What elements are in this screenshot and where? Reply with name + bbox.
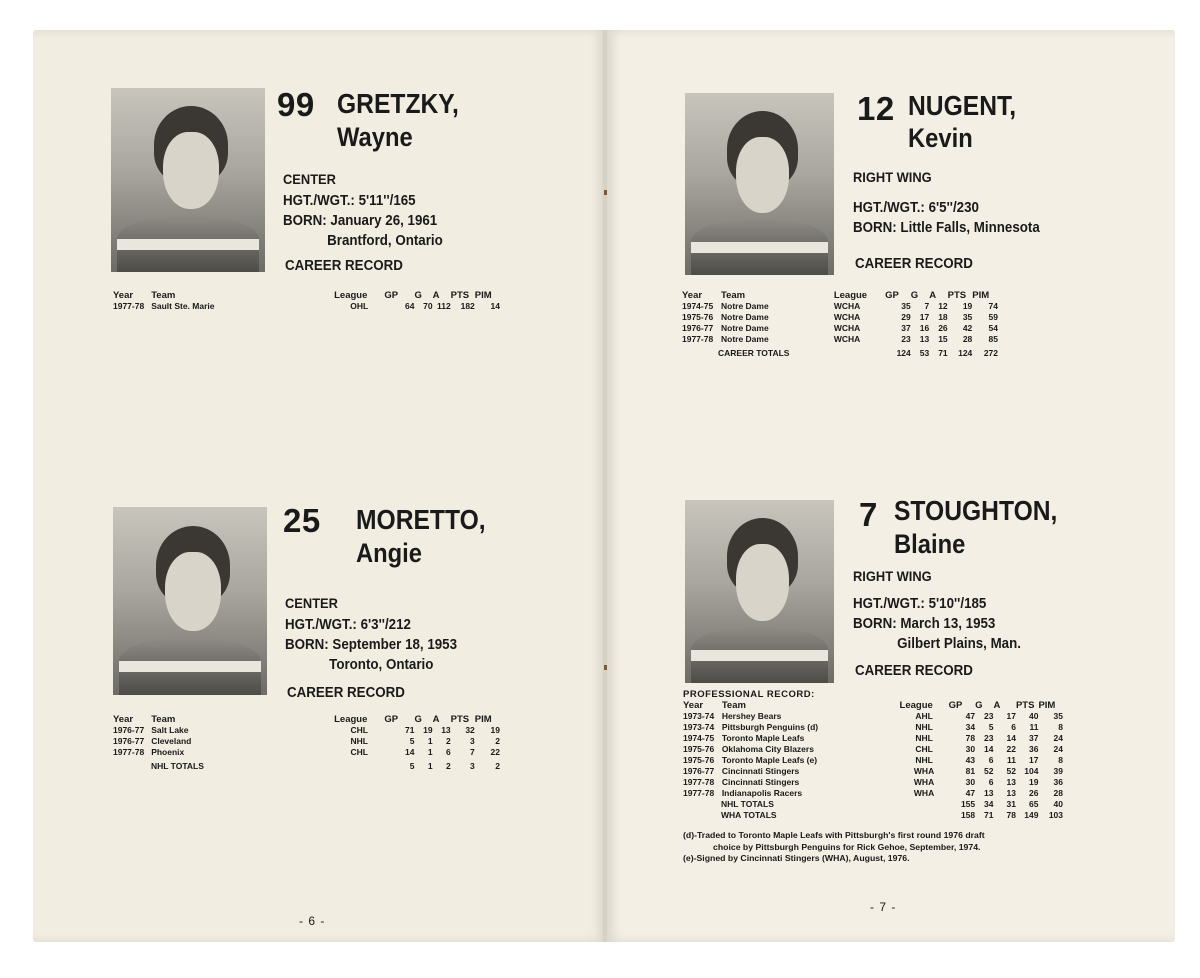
row-team: Notre Dame	[720, 323, 769, 333]
row-team: Oklahoma City Blazers	[721, 744, 814, 754]
row-a: 22	[1006, 744, 1016, 754]
row-gp: 5	[409, 736, 415, 746]
born: BORN: September 18, 1953	[285, 637, 458, 653]
table-row	[682, 323, 998, 334]
row-pts: 40	[1028, 711, 1039, 721]
player-photo-nugent	[685, 93, 834, 275]
row-a: 14	[1006, 733, 1016, 743]
row-pim: 14	[490, 301, 500, 311]
row-team: Notre Dame	[720, 334, 769, 344]
row-pts: 3	[470, 736, 475, 746]
row-pts: 37	[1028, 733, 1039, 743]
total-gp: 158	[960, 810, 976, 820]
total-a: 78	[1006, 810, 1016, 820]
row-gp: 47	[965, 711, 976, 721]
table-row	[683, 777, 1063, 788]
row-year: 1977-78	[113, 301, 145, 311]
total-gp: 5	[409, 760, 415, 771]
row-pim: 24	[1053, 744, 1063, 754]
row-gp: 14	[405, 747, 415, 757]
table-row	[683, 766, 1063, 777]
table-row-total	[683, 799, 1063, 810]
row-pts: 7	[470, 747, 475, 757]
row-year: 1973-74	[683, 722, 715, 732]
total-a: 71	[938, 348, 948, 358]
row-year: 1977-78	[683, 788, 715, 798]
total-gp: 124	[896, 348, 911, 358]
total-label: NHL TOTALS	[721, 799, 774, 809]
total-pts: 3	[470, 760, 475, 771]
col-a: A	[432, 714, 440, 725]
table-row-total	[113, 758, 500, 774]
row-year: 1975-76	[682, 312, 714, 322]
row-g: 70	[423, 301, 433, 311]
row-g: 23	[984, 733, 994, 743]
table-row	[683, 755, 1063, 766]
stats-header-row	[113, 290, 500, 301]
hgt-wgt: HGT./WGT.: 6'5''/230	[853, 200, 979, 216]
col-a: A	[432, 290, 440, 301]
row-a: 112	[436, 301, 451, 311]
row-pts: 19	[962, 301, 973, 311]
col-gp: GP	[885, 290, 899, 301]
row-pts: 11	[1029, 722, 1039, 732]
stats-table-nugent	[682, 290, 998, 362]
player-details	[285, 615, 457, 675]
row-league: WCHA	[833, 301, 861, 311]
player-first-name: Kevin	[908, 123, 973, 153]
row-gp: 30	[965, 744, 976, 754]
table-row-total	[682, 345, 998, 362]
row-a: 2	[445, 736, 451, 746]
born: BORN: March 13, 1953	[853, 616, 996, 632]
row-team: Phoenix	[151, 747, 185, 757]
col-league: League	[899, 700, 933, 711]
player-last-name: NUGENT,	[908, 90, 1017, 121]
row-team: Notre Dame	[720, 312, 769, 322]
row-year: 1976-77	[683, 766, 715, 776]
table-row	[113, 301, 500, 312]
row-a: 11	[1006, 755, 1016, 765]
row-g: 5	[988, 722, 994, 732]
col-year: Year	[682, 290, 703, 301]
row-league: WHA	[913, 788, 935, 798]
row-league: NHL	[350, 736, 368, 746]
page-number: - 6 -	[299, 914, 326, 928]
row-league: WCHA	[833, 312, 861, 322]
row-g: 17	[919, 312, 930, 322]
row-pim: 85	[988, 334, 998, 344]
career-record-label: CAREER RECORD	[855, 663, 973, 679]
player-first-name: Blaine	[894, 529, 966, 559]
table-row	[113, 736, 500, 747]
total-label: NHL TOTALS	[151, 760, 204, 771]
footnote-e: (e)-Signed by Cincinnati Stingers (WHA), August, 1976.	[683, 853, 910, 863]
row-league: OHL	[350, 301, 369, 311]
col-pts: PTS	[450, 290, 470, 301]
table-row	[113, 725, 500, 736]
page-number: - 7 -	[870, 900, 897, 914]
row-a: 18	[938, 312, 948, 322]
row-g: 6	[988, 777, 994, 787]
row-g: 14	[984, 744, 994, 754]
row-gp: 71	[405, 725, 415, 735]
total-spacer	[834, 345, 885, 362]
row-league: WCHA	[833, 323, 861, 333]
player-number: 12	[857, 90, 895, 127]
hgt-wgt: HGT./WGT.: 5'11''/165	[283, 193, 416, 209]
birthplace: Gilbert Plains, Man.	[897, 636, 1021, 652]
row-year: 1977-78	[683, 777, 715, 787]
player-position: RIGHT WING	[853, 568, 932, 584]
col-pts: PTS	[1015, 700, 1035, 711]
table-row-total	[683, 810, 1063, 821]
row-year: 1975-76	[683, 744, 715, 754]
row-g: 7	[924, 301, 930, 311]
row-pim: 74	[988, 301, 998, 311]
total-pim: 2	[495, 760, 500, 771]
row-gp: 43	[965, 755, 976, 765]
stats-table-gretzky	[113, 290, 500, 312]
row-gp: 23	[901, 334, 911, 344]
player-number: 99	[277, 86, 315, 123]
row-a: 13	[441, 725, 451, 735]
row-a: 6	[445, 747, 451, 757]
player-number: 25	[283, 502, 321, 539]
row-league: CHL	[350, 725, 368, 735]
row-gp: 81	[965, 766, 976, 776]
total-g: 34	[984, 799, 994, 809]
total-pts: 149	[1024, 810, 1039, 820]
birthplace: Toronto, Ontario	[329, 657, 434, 673]
row-g: 23	[984, 711, 994, 721]
col-pim: PIM	[474, 714, 492, 725]
row-team: Toronto Maple Leafs	[721, 733, 805, 743]
table-row	[682, 312, 998, 323]
hgt-wgt: HGT./WGT.: 5'10''/185	[853, 596, 987, 612]
total-label: WHA TOTALS	[721, 810, 777, 820]
row-a: 15	[938, 334, 948, 344]
col-pts: PTS	[450, 714, 470, 725]
table-row	[682, 334, 998, 345]
table-row	[683, 744, 1063, 755]
row-a: 12	[938, 301, 948, 311]
hgt-wgt: HGT./WGT.: 6'3''/212	[285, 617, 411, 633]
player-first-name: Wayne	[337, 122, 413, 152]
row-year: 1977-78	[682, 334, 714, 344]
table-row	[683, 788, 1063, 799]
row-league: WHA	[913, 766, 935, 776]
row-pim: 8	[1058, 722, 1063, 732]
table-row	[682, 301, 998, 312]
row-pts: 28	[962, 334, 973, 344]
row-gp: 35	[901, 301, 911, 311]
col-year: Year	[113, 290, 134, 301]
row-league: NHL	[915, 722, 933, 732]
row-g: 19	[423, 725, 433, 735]
col-league: League	[334, 714, 368, 725]
col-year: Year	[113, 714, 134, 725]
row-pim: 39	[1053, 766, 1063, 776]
stats-header-row	[683, 700, 1063, 711]
row-team: Cincinnati Stingers	[721, 766, 800, 776]
player-position: CENTER	[285, 595, 338, 611]
col-gp: GP	[384, 714, 399, 725]
row-year: 1977-78	[113, 747, 145, 757]
row-gp: 64	[405, 301, 415, 311]
born: BORN: January 26, 1961	[283, 213, 438, 229]
row-pts: 35	[962, 312, 973, 322]
row-gp: 47	[965, 788, 976, 798]
player-photo-stoughton	[685, 500, 834, 683]
player-last-name: GRETZKY,	[337, 88, 459, 119]
row-gp: 34	[965, 722, 976, 732]
player-photo-moretto	[113, 507, 267, 695]
row-pts: 36	[1028, 744, 1039, 754]
row-pim: 22	[490, 747, 500, 757]
total-spacer	[900, 799, 949, 810]
player-details	[853, 198, 1040, 238]
col-year: Year	[683, 700, 704, 711]
row-pim: 8	[1058, 755, 1063, 765]
col-g: G	[910, 290, 919, 301]
row-gp: 29	[901, 312, 911, 322]
row-league: WCHA	[833, 334, 861, 344]
col-team: Team	[721, 700, 746, 711]
row-team: Cleveland	[151, 736, 192, 746]
row-a: 52	[1006, 766, 1016, 776]
player-photo-gretzky	[111, 88, 265, 272]
career-record-label: CAREER RECORD	[285, 258, 403, 274]
col-g: G	[414, 290, 422, 301]
row-league: AHL	[915, 711, 933, 721]
row-year: 1975-76	[683, 755, 715, 765]
row-g: 1	[427, 747, 433, 757]
row-a: 26	[938, 323, 948, 333]
row-year: 1974-75	[683, 733, 715, 743]
row-a: 17	[1006, 711, 1016, 721]
row-pim: 28	[1053, 788, 1063, 798]
row-gp: 78	[965, 733, 976, 743]
career-record-label: CAREER RECORD	[287, 685, 405, 701]
stats-table-stoughton	[683, 700, 1063, 821]
birthplace: Brantford, Ontario	[327, 233, 443, 249]
row-team: Salt Lake	[151, 725, 189, 735]
left-page	[33, 30, 605, 942]
player-number: 7	[859, 496, 878, 533]
row-g: 13	[919, 334, 930, 344]
row-pim: 2	[495, 736, 500, 746]
total-pts: 65	[1028, 799, 1039, 809]
col-a: A	[993, 700, 1001, 711]
player-first-name: Angie	[356, 538, 423, 568]
total-a: 2	[445, 760, 451, 771]
player-position: CENTER	[283, 171, 336, 187]
total-g: 1	[427, 760, 433, 771]
row-a: 6	[1011, 722, 1016, 732]
total-spacer	[900, 810, 949, 821]
total-g: 53	[919, 348, 930, 358]
row-pim: 19	[490, 725, 500, 735]
row-year: 1976-77	[113, 736, 145, 746]
row-a: 13	[1006, 788, 1016, 798]
col-gp: GP	[384, 290, 399, 301]
col-team: Team	[720, 290, 746, 301]
table-row	[113, 747, 500, 758]
row-year: 1976-77	[682, 323, 714, 333]
row-league: NHL	[915, 755, 933, 765]
row-team: Indianapolis Racers	[721, 788, 803, 798]
row-team: Cincinnati Stingers	[721, 777, 800, 787]
row-pts: 26	[1028, 788, 1039, 798]
player-details	[283, 191, 443, 251]
row-gp: 30	[965, 777, 976, 787]
footnote-d-cont: choice by Pittsburgh Penguins for Rick Gehoe, September, 1974.	[713, 841, 981, 852]
row-pim: 35	[1053, 711, 1063, 721]
born: BORN: Little Falls, Minnesota	[853, 220, 1040, 236]
total-pim: 103	[1048, 810, 1063, 820]
col-pim: PIM	[474, 290, 492, 301]
row-pts: 182	[460, 301, 475, 311]
row-team: Toronto Maple Leafs (e)	[721, 755, 818, 765]
total-pts: 124	[958, 348, 973, 358]
row-team: Pittsburgh Penguins (d)	[721, 722, 819, 732]
row-gp: 37	[901, 323, 911, 333]
col-league: League	[334, 290, 368, 301]
total-spacer	[334, 758, 384, 774]
row-pim: 36	[1053, 777, 1063, 787]
col-g: G	[414, 714, 422, 725]
career-record-label: CAREER RECORD	[855, 256, 973, 272]
row-pim: 54	[988, 323, 998, 333]
row-pts: 17	[1028, 755, 1039, 765]
row-pts: 32	[465, 725, 475, 735]
stats-table-moretto	[113, 714, 500, 774]
col-gp: GP	[948, 700, 963, 711]
table-row	[683, 722, 1063, 733]
row-g: 6	[988, 755, 994, 765]
row-g: 13	[984, 788, 994, 798]
row-g: 52	[984, 766, 994, 776]
row-g: 1	[427, 736, 433, 746]
row-pim: 24	[1053, 733, 1063, 743]
col-league: League	[833, 290, 868, 301]
row-a: 13	[1006, 777, 1016, 787]
player-details	[853, 594, 1021, 654]
right-page	[607, 30, 1175, 942]
footnote-d: (d)-Traded to Toronto Maple Leafs with Pittsburgh's first round 1976 draft	[683, 830, 985, 840]
total-pim: 272	[983, 348, 998, 358]
total-label: CAREER TOTALS	[718, 348, 790, 358]
row-team: Notre Dame	[720, 301, 769, 311]
col-pim: PIM	[1038, 700, 1056, 711]
table-row	[683, 733, 1063, 744]
row-pts: 19	[1028, 777, 1039, 787]
player-last-name: MORETTO,	[356, 504, 486, 535]
col-g: G	[975, 700, 983, 711]
row-year: 1974-75	[682, 301, 714, 311]
col-a: A	[929, 290, 937, 301]
row-pim: 59	[988, 312, 998, 322]
row-team: Sault Ste. Marie	[151, 301, 215, 311]
total-gp: 155	[960, 799, 976, 809]
stats-header-row	[113, 714, 500, 725]
row-league: WHA	[913, 777, 935, 787]
player-position: RIGHT WING	[853, 169, 932, 185]
stats-header-row	[682, 290, 998, 301]
row-pts: 42	[962, 323, 973, 333]
col-pim: PIM	[972, 290, 990, 301]
row-team: Hershey Bears	[721, 711, 782, 721]
total-a: 31	[1006, 799, 1016, 809]
row-g: 16	[919, 323, 930, 333]
total-g: 71	[984, 810, 994, 820]
row-year: 1976-77	[113, 725, 145, 735]
row-year: 1973-74	[683, 711, 715, 721]
table-row	[683, 711, 1063, 722]
row-league: CHL	[350, 747, 368, 757]
professional-record-label: PROFESSIONAL RECORD:	[683, 689, 815, 700]
footnotes	[683, 830, 985, 865]
total-pim: 40	[1053, 799, 1063, 809]
row-league: CHL	[915, 744, 933, 754]
row-pts: 104	[1024, 766, 1039, 776]
row-league: NHL	[915, 733, 933, 743]
player-last-name: STOUGHTON,	[894, 495, 1058, 526]
col-team: Team	[151, 290, 176, 301]
col-pts: PTS	[947, 290, 967, 301]
col-team: Team	[151, 714, 176, 725]
